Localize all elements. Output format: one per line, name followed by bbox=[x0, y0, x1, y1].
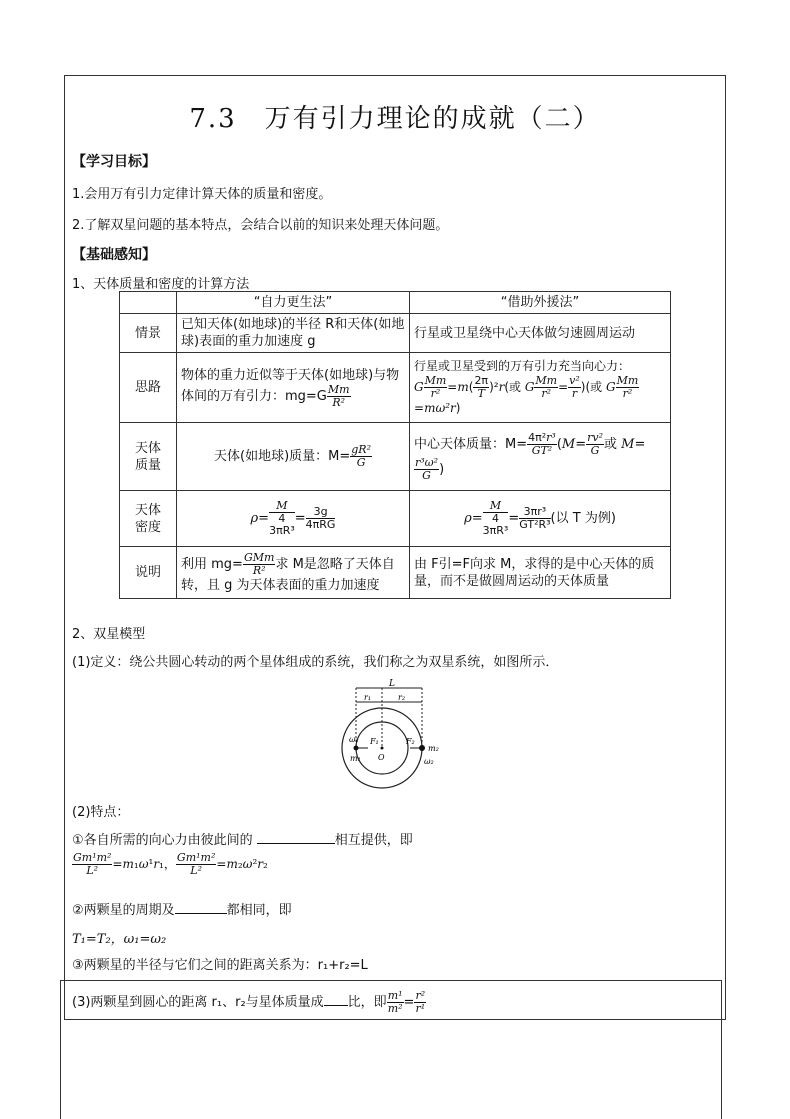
density-self: ρ= M 4 3πR³ = $\frac{3g}{\text{4πRG}}$ bbox=[177, 491, 410, 547]
center-O bbox=[381, 747, 384, 750]
label-r1: r₁ bbox=[364, 693, 372, 702]
idea-external: 行星或卫星受到的万有引力充当向心力： G $\frac{Mm}{\text{r²}}$ =m( $\frac{2\pi}{T}$ )²r(或 G $\frac{Mm}{\text{r²}}$ = $\frac{\text{v²}}{r}$ )(或 G $\frac{Mm}{\text{r²}}$ =mω²r) bbox=[410, 353, 671, 423]
scene-external: 行星或卫星绕中心天体做匀速圆周运动 bbox=[410, 314, 671, 353]
basics-header: 【基础感知】 bbox=[72, 247, 156, 263]
label-L: L bbox=[389, 679, 395, 689]
mass-self: 天体(如地球)质量：M= $\frac{\text{gR²}}{G}$ bbox=[177, 423, 410, 491]
note-self: 利用 mg= $\frac{\text{GMm}}{\text{R²}}$ 求 M是忽略了天体自转，且 g 为天体表面的重力加速度 bbox=[177, 547, 410, 599]
binary-definition: (1)定义：绕公共圆心转动的两个星体组成的系统，我们称之为双星系统，如图所示． bbox=[72, 655, 559, 670]
label-w1: ω₁ bbox=[349, 735, 359, 744]
label-m1: m₁ bbox=[350, 754, 361, 763]
feature-1-equation: $\frac{\text{Gm¹m²}}{\text{L²}}$ =m₁ω¹r₁， $\frac{\text{Gm¹m²}}{\text{L²}}$ =m₂ω²r₂ bbox=[73, 851, 268, 877]
scene-self: 已知天体(如地球)的半径 R和天体(如地球)表面的重力加速度 g bbox=[177, 314, 410, 353]
feature-3: ③两颗星的半径与它们之间的距离关系为：r₁+r₂=L bbox=[72, 958, 368, 973]
label-m2: m₂ bbox=[428, 744, 439, 753]
row-label-density: 天体 密度 bbox=[120, 491, 177, 547]
label-F1: F₁ bbox=[370, 737, 379, 746]
goals-header: 【学习目标】 bbox=[72, 154, 156, 170]
goal-2: 2.了解双星问题的基本特点，会结合以前的知识来处理天体问题。 bbox=[72, 218, 449, 233]
features-header: (2)特点： bbox=[72, 805, 130, 820]
label-F2: F₂ bbox=[406, 737, 415, 746]
blank-2[interactable] bbox=[175, 913, 227, 914]
label-w2: ω₂ bbox=[424, 757, 434, 766]
row-label-mass: 天体 质量 bbox=[120, 423, 177, 491]
page-title: 7.3 万有引力理论的成就（二） bbox=[189, 104, 601, 134]
label-r2: r₂ bbox=[398, 693, 406, 702]
feature-2-equation: T₁=T₂，ω₁=ω₂ bbox=[72, 932, 167, 947]
binary-star-diagram bbox=[340, 678, 450, 790]
goal-1: 1.会用万有引力定律计算天体的质量和密度。 bbox=[72, 187, 332, 202]
item-2: 2、双星模型 bbox=[72, 627, 146, 642]
blank-1[interactable] bbox=[257, 843, 335, 844]
header-external: “借助外援法” bbox=[410, 292, 671, 314]
row-label-scene: 情景 bbox=[120, 314, 177, 353]
feature-2: ②两颗星的周期及 都相同，即 bbox=[72, 903, 292, 918]
idea-self: 物体的重力近似等于天体(如地球)与物体间的万有引力：mg=G $\frac{Mm}{\text{R²}}$ bbox=[177, 353, 410, 423]
blank-3[interactable] bbox=[324, 1005, 348, 1006]
mass-external: 中心天体质量：M= $\frac{\text{4π²r³}}{\text{GT²}}$ (M= $\frac{\text{rv²}}{G}$ 或 M= $\frac{\text{r³ω²}}{G}$ ) bbox=[410, 423, 671, 491]
header-self: “自力更生法” bbox=[177, 292, 410, 314]
feature-4: (3)两颗星到圆心的距离 r₁、r₂与星体质量成 比，即 $\frac{\text{m¹}}{\text{m²}}$ = $\frac{\text{r²}}{\text{r¹}}$ bbox=[72, 989, 426, 1015]
methods-table bbox=[119, 291, 671, 599]
feature-1: ①各自所需的向心力由彼此间的 相互提供，即 bbox=[72, 833, 413, 848]
row-label-idea: 思路 bbox=[120, 353, 177, 423]
row-label-note: 说明 bbox=[120, 547, 177, 599]
item-1: 1、天体质量和密度的计算方法 bbox=[72, 277, 250, 292]
density-external: ρ= M 4 3πR³ = $\frac{\text{3πr³}}{\text{GT²R³}}$ (以 T 为例) bbox=[410, 491, 671, 547]
note-external: 由 F引=F向求 M，求得的是中心天体的质量，而不是做圆周运动的天体质量 bbox=[410, 547, 671, 599]
label-O: O bbox=[378, 753, 385, 762]
